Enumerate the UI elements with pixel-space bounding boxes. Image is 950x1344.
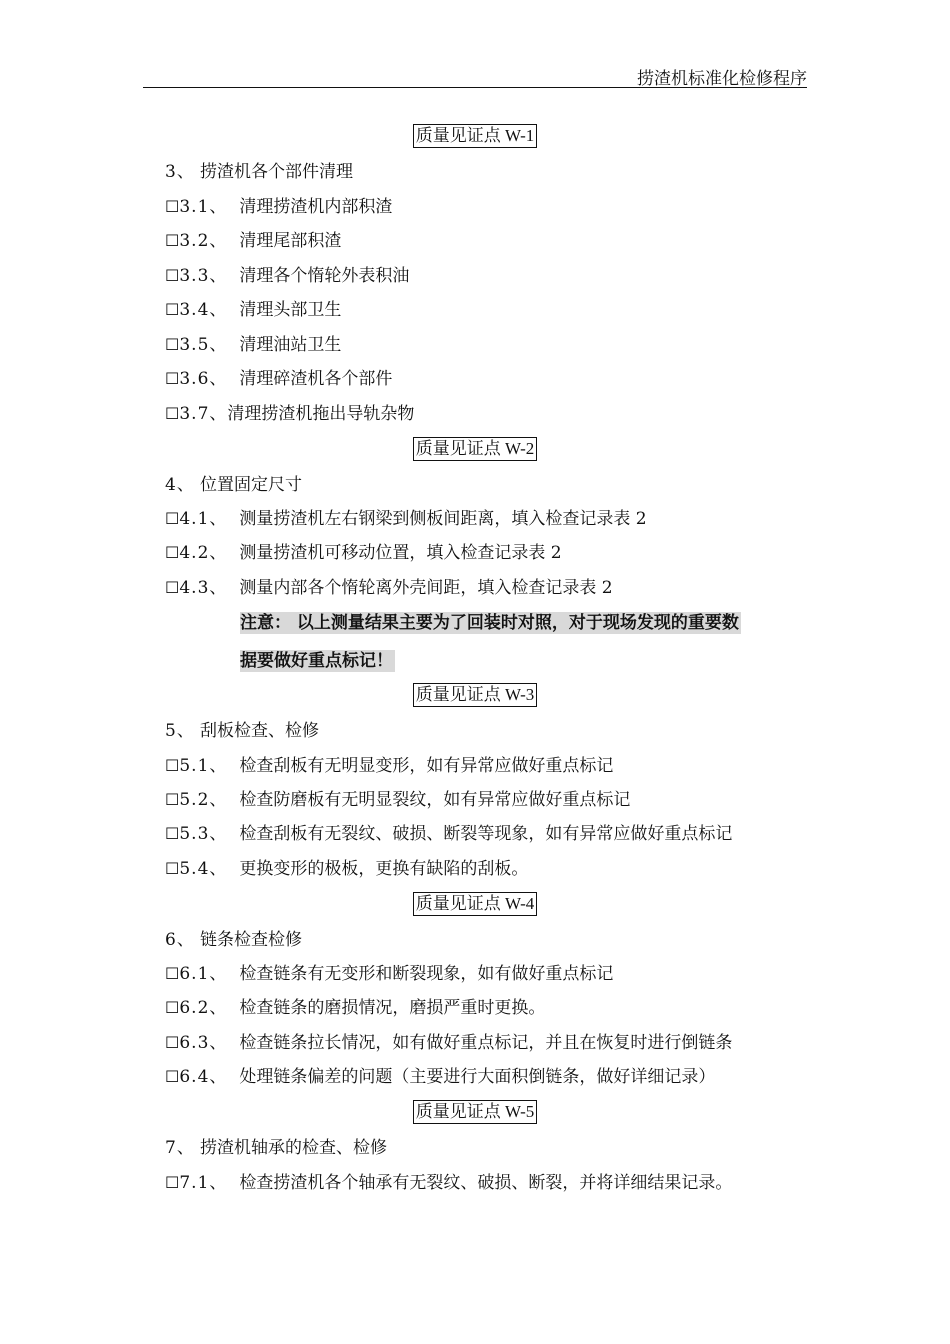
checklist-item[interactable]: ☐5.4、 更换变形的极板，更换有缺陷的刮板。	[165, 859, 529, 879]
quality-point-w1: 质量见证点 W-1	[0, 124, 950, 148]
checkbox-icon[interactable]: ☐	[165, 1067, 180, 1086]
checkbox-icon[interactable]: ☐	[165, 197, 180, 216]
checklist-item[interactable]: ☐4.2、 测量捞渣机可移动位置，填入检查记录表 2	[165, 543, 562, 563]
checklist-item[interactable]: ☐6.2、 检查链条的磨损情况，磨损严重时更换。	[165, 998, 546, 1018]
checkbox-icon[interactable]: ☐	[165, 404, 180, 423]
checkbox-icon[interactable]: ☐	[165, 335, 180, 354]
checklist-item[interactable]: ☐5.2、 检查防磨板有无明显裂纹，如有异常应做好重点标记	[165, 790, 631, 810]
checkbox-icon[interactable]: ☐	[165, 266, 180, 285]
quality-point-w4: 质量见证点 W-4	[0, 892, 950, 916]
checkbox-icon[interactable]: ☐	[165, 824, 180, 843]
section-6-heading: 6、 链条检查检修	[165, 930, 302, 950]
checklist-item[interactable]: ☐4.1、 测量捞渣机左右钢梁到侧板间距离，填入检查记录表 2	[165, 509, 647, 529]
checklist-item[interactable]: ☐5.1、 检查刮板有无明显变形，如有异常应做好重点标记	[165, 756, 614, 776]
checklist-item[interactable]: ☐3.4、 清理头部卫生	[165, 300, 342, 320]
checklist-item[interactable]: ☐6.3、 检查链条拉长情况，如有做好重点标记，并且在恢复时进行倒链条	[165, 1033, 733, 1053]
quality-point-w5: 质量见证点 W-5	[0, 1100, 950, 1124]
checklist-item[interactable]: ☐3.2、 清理尾部积渣	[165, 231, 342, 251]
checkbox-icon[interactable]: ☐	[165, 1173, 180, 1192]
note-highlight: 据要做好重点标记！	[240, 651, 393, 671]
checkbox-icon[interactable]: ☐	[165, 300, 180, 319]
quality-point-w2: 质量见证点 W-2	[0, 437, 950, 461]
section-7-heading: 7、 捞渣机轴承的检查、检修	[165, 1138, 387, 1158]
checkbox-icon[interactable]: ☐	[165, 578, 180, 597]
checkbox-icon[interactable]: ☐	[165, 790, 180, 809]
checklist-item[interactable]: ☐3.3、 清理各个惰轮外表积油	[165, 266, 410, 286]
checklist-item[interactable]: ☐4.3、 测量内部各个惰轮离外壳间距，填入检查记录表 2	[165, 578, 613, 598]
checklist-item[interactable]: ☐3.5、 清理油站卫生	[165, 335, 342, 355]
section-4-heading: 4、 位置固定尺寸	[165, 475, 302, 495]
checkbox-icon[interactable]: ☐	[165, 859, 180, 878]
checkbox-icon[interactable]: ☐	[165, 756, 180, 775]
checkbox-icon[interactable]: ☐	[165, 1033, 180, 1052]
checkbox-icon[interactable]: ☐	[165, 998, 180, 1017]
checklist-item[interactable]: ☐3.6、 清理碎渣机各个部件	[165, 369, 393, 389]
checkbox-icon[interactable]: ☐	[165, 231, 180, 250]
section-5-heading: 5、 刮板检查、检修	[165, 721, 319, 741]
section-3-heading: 3、 捞渣机各个部件清理	[165, 162, 353, 182]
checklist-item[interactable]: ☐3.7、清理捞渣机拖出导轨杂物	[165, 404, 415, 424]
checkbox-icon[interactable]: ☐	[165, 369, 180, 388]
checkbox-icon[interactable]: ☐	[165, 964, 180, 983]
document-title: 捞渣机标准化检修程序	[637, 69, 807, 89]
checklist-item[interactable]: ☐6.1、 检查链条有无变形和断裂现象，如有做好重点标记	[165, 964, 614, 984]
checklist-item[interactable]: ☐7.1、 检查捞渣机各个轴承有无裂纹、破损、断裂，并将详细结果记录。	[165, 1173, 733, 1193]
checkbox-icon[interactable]: ☐	[165, 509, 180, 528]
quality-point-w3: 质量见证点 W-3	[0, 683, 950, 707]
checkbox-icon[interactable]: ☐	[165, 543, 180, 562]
checklist-item[interactable]: ☐5.3、 检查刮板有无裂纹、破损、断裂等现象，如有异常应做好重点标记	[165, 824, 733, 844]
note-highlight: 注意： 以上测量结果主要为了回装时对照，对于现场发现的重要数	[240, 613, 739, 633]
header-divider	[143, 87, 807, 88]
checklist-item[interactable]: ☐3.1、 清理捞渣机内部积渣	[165, 197, 393, 217]
checklist-item[interactable]: ☐6.4、 处理链条偏差的问题（主要进行大面积倒链条，做好详细记录）	[165, 1067, 716, 1087]
